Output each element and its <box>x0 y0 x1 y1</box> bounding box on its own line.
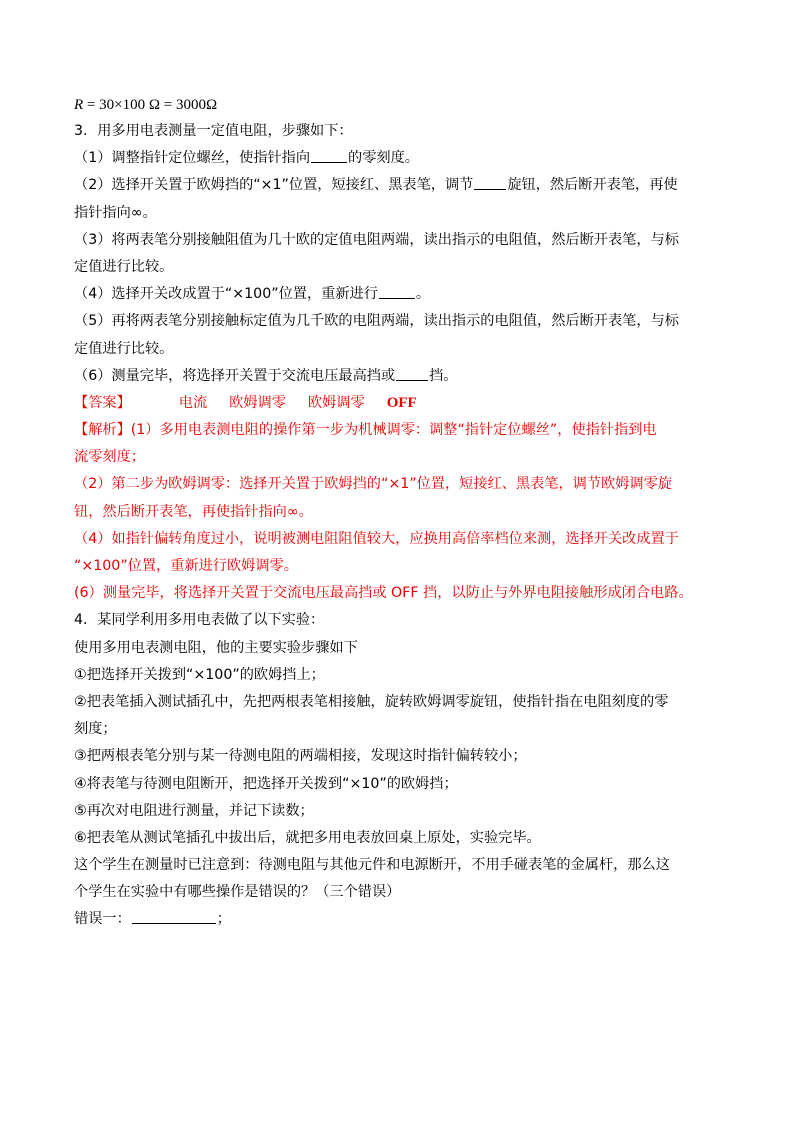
blank-step2 <box>474 175 506 190</box>
resistance-formula <box>74 92 724 118</box>
analysis-line-4: 钮，然后断开表笔，再使指针指向∞。 <box>74 503 313 520</box>
answer-label: 【答案】 <box>74 394 131 411</box>
q4-step4: ④将表笔与待测电阻断开，把选择开关拨到“×10”的欧姆挡； <box>74 775 458 792</box>
q4-step6: ⑥把表笔从测试笔插孔中拔出后，就把多用电表放回桌上原处，实验完毕。 <box>74 829 541 846</box>
blank-error-1 <box>132 909 216 924</box>
q3-step5: （5）再将两表笔分别接触标定值为几千欧的电阻两端，读出指示的电阻值，然后断开表笔，与标 <box>74 313 679 330</box>
analysis-line-6: “×100”位置，重新进行欧姆调零。 <box>74 558 298 574</box>
q4-step3: ③把两根表笔分别与某一待测电阻的两端相接，发现这时指针偏转较小； <box>74 748 527 765</box>
analysis-line-1: 【解析】(1）多用电表测电阻的操作第一步为机械调零：调整“指针定位螺丝”，使指针指到电 <box>74 422 657 439</box>
q4-error-1: 错误一： ； <box>74 911 231 928</box>
q3-step1: （1）调整指针定位螺丝，使指针指向 的零刻度。 <box>74 150 419 167</box>
document-content <box>74 92 724 934</box>
q3-title: 3．用多用电表测量一定值电阻，步骤如下： <box>74 123 353 139</box>
q3-step2: （2）选择开关置于欧姆挡的“×1”位置，短接红、黑表笔，调节 旋钮，然后断开表笔，再使 <box>74 177 678 194</box>
q4-step2-cont: 刻度； <box>74 721 117 738</box>
q4-intro: 使用多用电表测电阻，他的主要实验步骤如下 <box>74 639 358 656</box>
blank-step4 <box>379 284 415 299</box>
q4-step2: ②把表笔插入测试插孔中，先把两根表笔相接触，旋转欧姆调零旋钮，使指针指在电阻刻度的零 <box>74 693 669 710</box>
analysis-line-3: （2）第二步为欧姆调零：选择开关置于欧姆挡的“×1”位置，短接红、黑表笔，调节欧姆调零旋 <box>74 476 672 493</box>
q3-step2-cont: 指针指向∞。 <box>74 204 157 221</box>
analysis-line-5: （4）如指针偏转角度过小，说明被测电阻阻值较大，应换用高倍率档位来测，选择开关改成置于 <box>74 530 679 547</box>
q4-note-cont: 个学生在实验中有哪些操作是错误的？（三个错误） <box>74 884 401 901</box>
analysis-line-2: 流零刻度； <box>74 449 145 466</box>
q4-note: 这个学生在测量时已注意到：待测电阻与其他元件和电源断开，不用手碰表笔的金属杆，那么这 <box>74 857 670 874</box>
blank-step6 <box>396 366 428 381</box>
q3-step3-cont: 定值进行比较。 <box>74 258 174 275</box>
answer-4: OFF <box>386 394 417 411</box>
formula-expression: = 30×100 Ω = 3000Ω <box>83 97 218 113</box>
q4-title: 4．某同学利用多用电表做了以下实验： <box>74 612 325 629</box>
answer-1: 电流 <box>178 394 208 411</box>
q4-step5: ⑤再次对电阻进行测量，并记下读数； <box>74 802 314 819</box>
answer-3: 欧姆调零 <box>307 394 365 411</box>
answer-line <box>74 390 724 417</box>
blank-step1 <box>311 148 347 163</box>
q3-step5-cont: 定值进行比较。 <box>74 340 174 357</box>
answer-2: 欧姆调零 <box>229 394 286 411</box>
q3-step4: （4）选择开关改成置于“×100”位置，重新进行 。 <box>74 286 431 303</box>
q3-step3: （3）将两表笔分别接触阻值为几十欧的定值电阻两端，读出指示的电阻值，然后断开表笔，与标 <box>74 231 679 248</box>
q4-step1: ①把选择开关拨到“×100”的欧姆挡上； <box>74 666 325 683</box>
analysis-line-7: (6）测量完毕，将选择开关置于交流电压最高挡或 OFF 挡，以防止与外界电阻接触形成闭合电路。 <box>74 585 693 602</box>
formula-variable: R <box>74 97 84 113</box>
q3-step6: （6）测量完毕，将选择开关置于交流电压最高挡或 挡。 <box>74 367 458 384</box>
